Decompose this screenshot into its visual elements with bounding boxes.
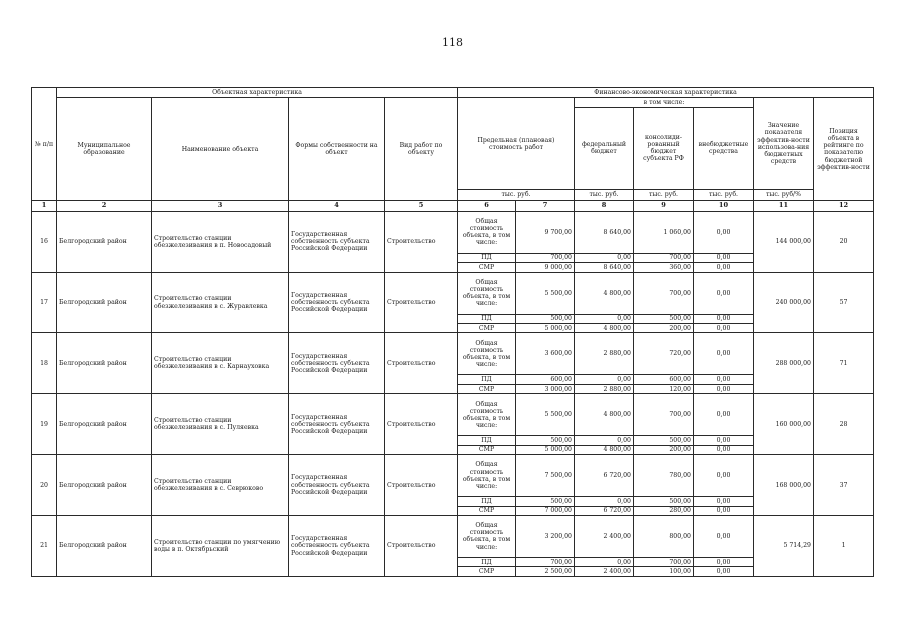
- object-char-header: Объектная характеристика: [57, 88, 458, 98]
- cost-label-cell: ПД: [458, 253, 516, 262]
- extrabudget-cell: 0,00: [694, 384, 754, 393]
- cost-label-cell: СМР: [458, 567, 516, 577]
- object-name-header: Наименование объекта: [152, 98, 289, 201]
- consolidated-cell: 500,00: [634, 497, 694, 506]
- col-number: 12: [814, 201, 874, 211]
- object-name-cell: Строительство станции обезжелезивания в с. Севрюково: [152, 455, 289, 516]
- work-type-cell: Строительство: [385, 455, 458, 516]
- municipality-cell: Белгородский район: [57, 394, 152, 455]
- rank-cell: 20: [814, 211, 874, 272]
- cost-label-cell: ПД: [458, 314, 516, 323]
- municipality-cell: Белгородский район: [57, 272, 152, 333]
- ownership-header: Формы собственности на объект: [289, 98, 385, 201]
- consolidated-cell: 700,00: [634, 272, 694, 314]
- rank-cell: 71: [814, 333, 874, 394]
- efficiency-cell: 160 000,00: [754, 394, 814, 455]
- col-number: 7: [516, 201, 575, 211]
- extrabudget-cell: 0,00: [694, 253, 754, 262]
- cost-label-cell: Общая стоимость объекта, в том числе:: [458, 516, 516, 558]
- cost-cell: 3 600,00: [516, 333, 575, 375]
- extrabudget-cell: 0,00: [694, 394, 754, 436]
- extrabudget-cell: 0,00: [694, 557, 754, 566]
- extrabudget-cell: 0,00: [694, 211, 754, 253]
- row-number: 17: [32, 272, 57, 333]
- row-number: 19: [32, 394, 57, 455]
- efficiency-cell: 288 000,00: [754, 333, 814, 394]
- ownership-cell: Государственная собственность субъекта Российской Федерации: [289, 455, 385, 516]
- col-no-header: № п/п: [32, 88, 57, 201]
- consolidated-cell: 120,00: [634, 384, 694, 393]
- federal-cell: 4 800,00: [575, 272, 634, 314]
- cost-label-cell: Общая стоимость объекта, в том числе:: [458, 394, 516, 436]
- cost-label-cell: СМР: [458, 506, 516, 515]
- col-number: 1: [32, 201, 57, 211]
- consolidated-cell: 700,00: [634, 253, 694, 262]
- fin-char-header: Финансово-экономическая характеристика: [458, 88, 874, 98]
- rank-cell: 1: [814, 516, 874, 577]
- consolidated-cell: 200,00: [634, 324, 694, 333]
- col-number: 3: [152, 201, 289, 211]
- cost-cell: 5 000,00: [516, 324, 575, 333]
- federal-cell: 0,00: [575, 253, 634, 262]
- federal-cell: 6 720,00: [575, 455, 634, 497]
- object-name-cell: Строительство станции обезжелезивания в п. Новосадовый: [152, 211, 289, 272]
- cost-label-cell: ПД: [458, 557, 516, 566]
- federal-cell: 0,00: [575, 375, 634, 384]
- extrabudget-cell: 0,00: [694, 567, 754, 577]
- col-number: 4: [289, 201, 385, 211]
- cost-label-cell: ПД: [458, 436, 516, 445]
- consolidated-cell: 280,00: [634, 506, 694, 515]
- table-row: [32, 272, 874, 314]
- ownership-cell: Государственная собственность субъекта Российской Федерации: [289, 272, 385, 333]
- object-name-cell: Строительство станции обезжелезивания в с. Журавлевка: [152, 272, 289, 333]
- extrabudget-header: внебюджетные средства: [694, 107, 754, 189]
- table-row: [32, 455, 874, 497]
- cost-label-cell: ПД: [458, 375, 516, 384]
- cost-cell: 5 500,00: [516, 272, 575, 314]
- investment-table: [31, 87, 874, 577]
- work-type-cell: Строительство: [385, 333, 458, 394]
- cost-cell: 7 000,00: [516, 506, 575, 515]
- extrabudget-cell: 0,00: [694, 445, 754, 454]
- federal-cell: 0,00: [575, 497, 634, 506]
- cost-label-cell: СМР: [458, 263, 516, 272]
- table-row: [32, 516, 874, 558]
- federal-cell: 4 800,00: [575, 445, 634, 454]
- cost-cell: 500,00: [516, 497, 575, 506]
- cost-cell: 9 000,00: [516, 263, 575, 272]
- consolidated-cell: 1 060,00: [634, 211, 694, 253]
- efficiency-header: Значение показателя эффектив-ности использова-ния бюджетных средств: [754, 98, 814, 189]
- federal-cell: 2 400,00: [575, 516, 634, 558]
- consolidated-cell: 100,00: [634, 567, 694, 577]
- federal-cell: 0,00: [575, 557, 634, 566]
- efficiency-cell: 240 000,00: [754, 272, 814, 333]
- cost-header: Предельная (плановая) стоимость работ: [458, 98, 575, 189]
- federal-cell: 2 880,00: [575, 384, 634, 393]
- table-row: [32, 394, 874, 436]
- extrabudget-cell: 0,00: [694, 314, 754, 323]
- consolidated-header: консолиди-рованный бюджет субъекта РФ: [634, 107, 694, 189]
- cost-cell: 9 700,00: [516, 211, 575, 253]
- cost-label-cell: Общая стоимость объекта, в том числе:: [458, 455, 516, 497]
- municipality-header: Муниципальное образование: [57, 98, 152, 201]
- efficiency-cell: 168 000,00: [754, 455, 814, 516]
- col-number: 9: [634, 201, 694, 211]
- work-type-header: Вид работ по объекту: [385, 98, 458, 201]
- consolidated-cell: 360,00: [634, 263, 694, 272]
- object-name-cell: Строительство станции обезжелезивания в с. Пуляевка: [152, 394, 289, 455]
- consolidated-cell: 800,00: [634, 516, 694, 558]
- extrabudget-cell: 0,00: [694, 324, 754, 333]
- cost-cell: 5 500,00: [516, 394, 575, 436]
- cost-label-cell: СМР: [458, 384, 516, 393]
- cost-cell: 500,00: [516, 314, 575, 323]
- extrabudget-cell: 0,00: [694, 455, 754, 497]
- municipality-cell: Белгородский район: [57, 455, 152, 516]
- cost-label-cell: Общая стоимость объекта, в том числе:: [458, 272, 516, 314]
- rank-cell: 37: [814, 455, 874, 516]
- row-number: 16: [32, 211, 57, 272]
- consolidated-cell: 500,00: [634, 314, 694, 323]
- consolidated-cell: 700,00: [634, 557, 694, 566]
- unit-extrabudget: тыс. руб.: [694, 189, 754, 201]
- efficiency-cell: 5 714,29: [754, 516, 814, 577]
- cost-label-cell: ПД: [458, 497, 516, 506]
- col-number: 11: [754, 201, 814, 211]
- table-row: [32, 211, 874, 253]
- row-number: 18: [32, 333, 57, 394]
- extrabudget-cell: 0,00: [694, 497, 754, 506]
- object-name-cell: Строительство станции по умягчению воды в п. Октябрьский: [152, 516, 289, 577]
- cost-cell: 500,00: [516, 436, 575, 445]
- federal-cell: 4 800,00: [575, 324, 634, 333]
- unit-efficiency: тыс. руб/%: [754, 189, 814, 201]
- rank-cell: 57: [814, 272, 874, 333]
- federal-cell: 2 400,00: [575, 567, 634, 577]
- ownership-cell: Государственная собственность субъекта Российской Федерации: [289, 333, 385, 394]
- unit-consolidated: тыс. руб.: [634, 189, 694, 201]
- extrabudget-cell: 0,00: [694, 506, 754, 515]
- cost-cell: 3 200,00: [516, 516, 575, 558]
- cost-cell: 3 000,00: [516, 384, 575, 393]
- federal-cell: 4 800,00: [575, 394, 634, 436]
- extrabudget-cell: 0,00: [694, 375, 754, 384]
- federal-cell: 6 720,00: [575, 506, 634, 515]
- extrabudget-cell: 0,00: [694, 263, 754, 272]
- consolidated-cell: 700,00: [634, 394, 694, 436]
- federal-cell: 0,00: [575, 436, 634, 445]
- col-number: 6: [458, 201, 516, 211]
- col-number: 8: [575, 201, 634, 211]
- consolidated-cell: 780,00: [634, 455, 694, 497]
- work-type-cell: Строительство: [385, 211, 458, 272]
- rank-cell: 28: [814, 394, 874, 455]
- federal-header: федеральный бюджет: [575, 107, 634, 189]
- row-number: 21: [32, 516, 57, 577]
- including-header: в том числе:: [575, 98, 754, 107]
- table-row: [32, 333, 874, 375]
- extrabudget-cell: 0,00: [694, 333, 754, 375]
- municipality-cell: Белгородский район: [57, 211, 152, 272]
- col-number: 5: [385, 201, 458, 211]
- work-type-cell: Строительство: [385, 394, 458, 455]
- consolidated-cell: 600,00: [634, 375, 694, 384]
- cost-label-cell: Общая стоимость объекта, в том числе:: [458, 333, 516, 375]
- ownership-cell: Государственная собственность субъекта Российской Федерации: [289, 516, 385, 577]
- cost-cell: 7 500,00: [516, 455, 575, 497]
- work-type-cell: Строительство: [385, 516, 458, 577]
- cost-cell: 600,00: [516, 375, 575, 384]
- federal-cell: 8 640,00: [575, 211, 634, 253]
- rank-header: Позиция объекта в рейтинге по показателю бюджетной эффектив-ности: [814, 98, 874, 201]
- municipality-cell: Белгородский район: [57, 516, 152, 577]
- consolidated-cell: 200,00: [634, 445, 694, 454]
- extrabudget-cell: 0,00: [694, 516, 754, 558]
- federal-cell: 2 880,00: [575, 333, 634, 375]
- cost-cell: 5 000,00: [516, 445, 575, 454]
- cost-cell: 700,00: [516, 253, 575, 262]
- consolidated-cell: 720,00: [634, 333, 694, 375]
- unit-cost: тыс. руб.: [458, 189, 575, 201]
- cost-cell: 700,00: [516, 557, 575, 566]
- cost-cell: 2 500,00: [516, 567, 575, 577]
- cost-label-cell: СМР: [458, 445, 516, 454]
- ownership-cell: Государственная собственность субъекта Российской Федерации: [289, 394, 385, 455]
- federal-cell: 8 640,00: [575, 263, 634, 272]
- row-number: 20: [32, 455, 57, 516]
- col-number: 10: [694, 201, 754, 211]
- consolidated-cell: 500,00: [634, 436, 694, 445]
- ownership-cell: Государственная собственность субъекта Российской Федерации: [289, 211, 385, 272]
- federal-cell: 0,00: [575, 314, 634, 323]
- col-number: 2: [57, 201, 152, 211]
- page-number: 118: [442, 36, 463, 49]
- object-name-cell: Строительство станции обезжелезивания в с. Карнауховка: [152, 333, 289, 394]
- cost-label-cell: СМР: [458, 324, 516, 333]
- work-type-cell: Строительство: [385, 272, 458, 333]
- extrabudget-cell: 0,00: [694, 272, 754, 314]
- unit-federal: тыс. руб.: [575, 189, 634, 201]
- cost-label-cell: Общая стоимость объекта, в том числе:: [458, 211, 516, 253]
- municipality-cell: Белгородский район: [57, 333, 152, 394]
- efficiency-cell: 144 000,00: [754, 211, 814, 272]
- extrabudget-cell: 0,00: [694, 436, 754, 445]
